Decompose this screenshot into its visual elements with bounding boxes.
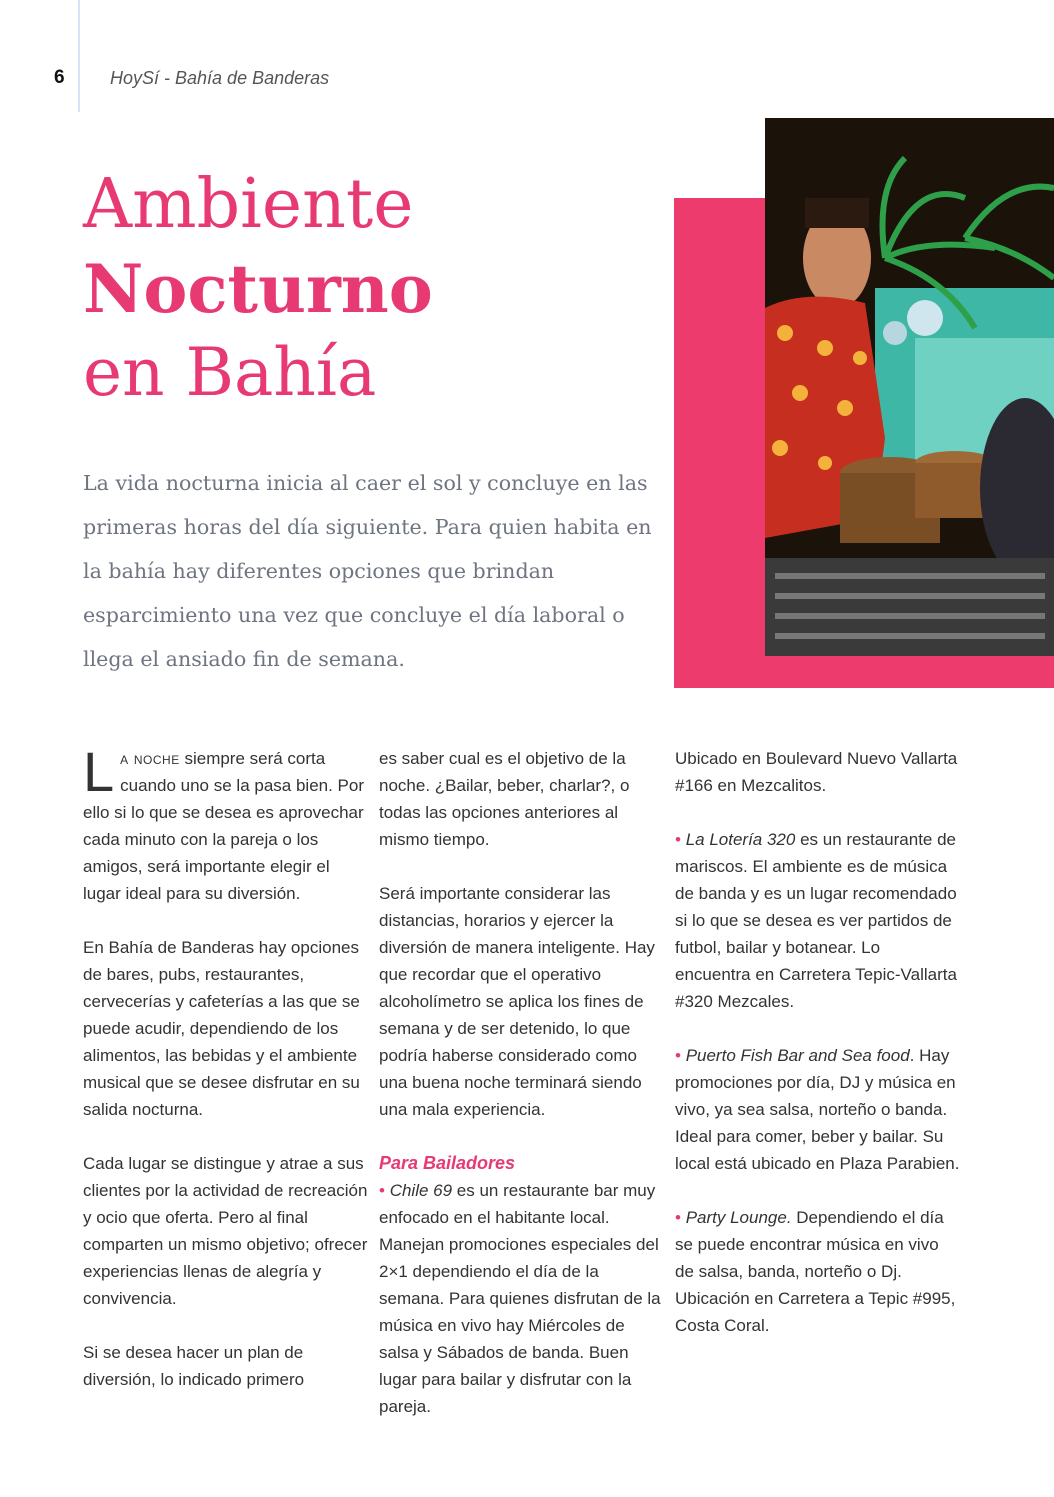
col1-paragraph-4: Si se desea hacer un plan de diversión, lo indicado primero — [83, 1343, 305, 1389]
lead-text: La vida nocturna inicia al caer el sol y concluye en las primeras horas del día siguiente. Para quien habita en la bahía hay diferentes opciones que brindan esparcimiento una vez que concluye el día laboral o llega el ansiado fin de semana. — [83, 471, 652, 671]
article-title — [83, 163, 433, 415]
section-subhead: Para Bailadores — [379, 1153, 516, 1173]
venue-entry-chile69 — [379, 1177, 664, 1420]
venue-entry-loteria — [675, 826, 960, 1015]
bullet: • — [379, 1181, 390, 1200]
title-line-1: Ambiente — [83, 165, 414, 244]
venue-entry-puerto-fish — [675, 1042, 960, 1177]
drop-cap: L — [83, 740, 115, 803]
venue-name: La Lotería 320 — [685, 830, 796, 849]
page-number: 6 — [54, 67, 65, 88]
col1-paragraph-2: En Bahía de Banderas hay opciones de bares, pubs, restaurantes, cervecerías y cafeterías a las que se puede acudir, dependiendo de los alimentos, las bebidas y el ambiente musical que se desee disfrutar en su salida nocturna. — [83, 938, 360, 1119]
column-2 — [379, 745, 664, 1447]
lead-paragraph — [83, 461, 663, 681]
col2-paragraph-2: Será importante considerar las distancias, horarios y ejercer la diversión de manera inteligente. Hay que recordar que el operativo alcoholímetro se aplica los fines de semana y de ser detenido, lo que podría haberse considerado como una buena noche terminará siendo una mala experiencia. — [379, 884, 655, 1119]
col3-paragraph-1: Ubicado en Boulevard Nuevo Vallarta #166 en Mezcalitos. — [675, 749, 958, 795]
venue-description: . Hay promociones por día, DJ y música en vivo, ya sea salsa, norteño o banda. Ideal para comer, beber y bailar. Su local está ubicado en Plaza Parabien. — [675, 1046, 960, 1173]
venue-name: Party Lounge. — [685, 1208, 792, 1227]
title-line-3: en Bahía — [83, 334, 377, 411]
opening-smallcaps: a noche — [120, 749, 180, 768]
venue-description: es un restaurante bar muy enfocado en el habitante local. Manejan promociones especiales del 2×1 dependiendo el día de la semana. Para quienes disfrutan de la música en vivo hay Miércoles de salsa y Sábados de banda. Buen lugar para bailar y disfrutar con la pareja. — [379, 1181, 661, 1416]
col2-paragraph-1: es saber cual es el objetivo de la noche. ¿Bailar, beber, charlar?, o todas las opciones anteriores al mismo tiempo. — [379, 749, 630, 849]
venue-name: Chile 69 — [389, 1181, 453, 1200]
venue-entry-party-lounge — [675, 1204, 960, 1339]
title-line-2: Nocturno — [83, 250, 433, 328]
venue-name: Puerto Fish Bar and Sea food — [685, 1046, 910, 1065]
musician-photo — [765, 118, 1054, 656]
bullet: • — [675, 830, 686, 849]
column-1 — [83, 740, 368, 1420]
col1-paragraph-1 — [83, 740, 368, 907]
publication-title: HoySí - Bahía de Banderas — [110, 68, 330, 88]
venue-description: es un restaurante de mariscos. El ambiente es de música de banda y es un lugar recomendado si lo que se desea es ver partidos de futbol, bailar y botanear. Lo encuentra en Carretera Tepic-Vallarta #320 Mezcales. — [675, 830, 957, 1011]
column-3 — [675, 745, 960, 1366]
col1-p1-text: siempre será corta cuando uno se la pasa bien. Por ello si lo que se desea es aprovechar cada minuto con la pareja o los amigos, será importante elegir el lugar ideal para su diversión. — [83, 749, 364, 903]
col1-paragraph-3: Cada lugar se distingue y atrae a sus clientes por la actividad de recreación y ocio que oferta. Pero al final comparten un mismo objetivo; ofrecer experiencias llenas de alegría y convivencia. — [83, 1154, 368, 1308]
margin-rule — [78, 0, 80, 112]
venue-description: Dependiendo el día se puede encontrar música en vivo de salsa, banda, norteño o Dj. Ubicación en Carretera a Tepic #995, Costa Coral. — [675, 1208, 956, 1335]
bullet: • — [675, 1046, 686, 1065]
bullet: • — [675, 1208, 686, 1227]
